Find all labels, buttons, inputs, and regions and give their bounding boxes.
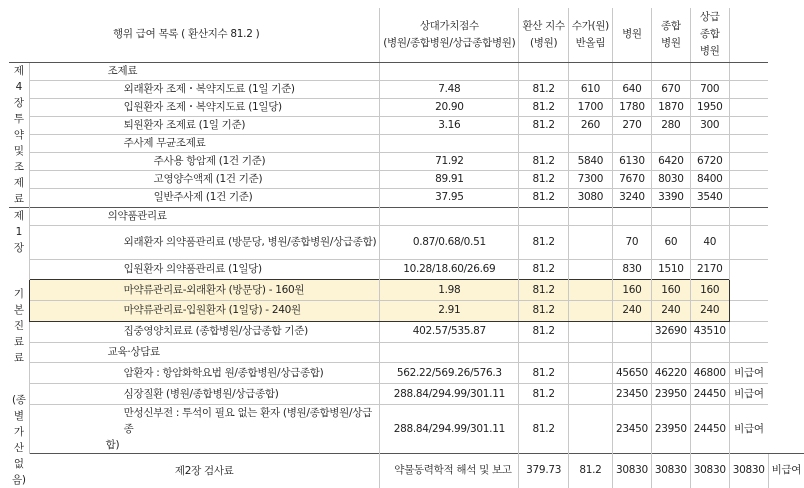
highlighted-row: 마약류관리료-외래환자 (방문당) - 160원 1.98 81.2 160 160 160 bbox=[9, 280, 804, 301]
table-row: 외래환자 의약품관리료 (방문당, 병원/종합병원/상급종합) 0.87/0.68/0.51 81.2 70 60 40 bbox=[9, 225, 804, 259]
col-hospital: 병원 bbox=[612, 8, 651, 62]
chapter2-label: 제2장 검사료 bbox=[29, 454, 380, 488]
section-education: 교육·상담료 bbox=[29, 342, 380, 363]
section-dispensing: 조제료 bbox=[29, 62, 380, 80]
fee-table bbox=[9, 8, 804, 488]
col-fee: 수가(원) 반올림 bbox=[568, 8, 612, 62]
section-drug-management: 의약품관리료 bbox=[29, 207, 380, 225]
col-general: 종합 병원 bbox=[651, 8, 690, 62]
chapter1-label: 제1장 기본진료료 (종별가산없음) bbox=[9, 207, 29, 488]
table-row: 외래환자 조제・복약지도료 (1일 기준) 7.48 81.2 610 640 670 700 bbox=[9, 80, 804, 98]
table-row: 입원환자 조제・복약지도료 (1일당) 20.90 81.2 1700 1780 1870 1950 bbox=[9, 98, 804, 116]
table-row: 집중영양치료료 (종합병원/상급종합 기준) 402.57/535.87 81.2 32690 43510 bbox=[9, 321, 804, 342]
highlighted-row: 마약류관리료-입원환자 (1일당) - 240원 2.91 81.2 240 240 240 bbox=[9, 301, 804, 322]
table-row: 만성신부전 : 투석이 필요 없는 환자 (병원/종합병원/상급종 합) 288.84/294.99/301.11 81.2 23450 23950 24450 비급여 bbox=[9, 405, 804, 454]
table-row: 고영양수액제 (1건 기준) 89.91 81.2 7300 7670 8030 8400 bbox=[9, 171, 804, 189]
table-row: 주사제 무균조제료 bbox=[9, 134, 804, 152]
table-row: 심장질환 (병원/종합병원/상급종합) 288.84/294.99/301.11 81.2 23450 23950 24450 비급여 bbox=[9, 384, 804, 405]
table-row: 퇴원환자 조제료 (1일 기준) 3.16 81.2 260 270 280 300 bbox=[9, 116, 804, 134]
table-row: 암환자 : 항암화학요법 원/종합병원/상급종합) 562.22/569.26/576.3 81.2 45650 46220 46800 비급여 bbox=[9, 363, 804, 384]
table-row: 일반주사제 (1건 기준) 37.95 81.2 3080 3240 3390 3540 bbox=[9, 189, 804, 207]
table-row: 제2장 검사료 약물동력학적 해석 및 보고 379.73 81.2 30830 30830 30830 30830 비급여 bbox=[9, 454, 804, 488]
col-cf: 환산 지수 (병원) bbox=[519, 8, 568, 62]
col-tertiary: 상급 종합 병원 bbox=[690, 8, 729, 62]
table-row: 입원환자 의약품관리료 (1일당) 10.28/18.60/26.69 81.2 830 1510 2170 bbox=[9, 259, 804, 280]
col-note bbox=[729, 8, 768, 62]
table-row: 주사용 항암제 (1건 기준) 71.92 81.2 5840 6130 6420 6720 bbox=[9, 153, 804, 171]
table-title: 행위 급여 목록 ( 환산지수 81.2 ) bbox=[9, 8, 380, 62]
col-rvs: 상대가치점수 (병원/종합병원/상급종합병원) bbox=[380, 8, 519, 62]
chapter4-label: 제4장 투약 및 조제료 bbox=[9, 62, 29, 207]
